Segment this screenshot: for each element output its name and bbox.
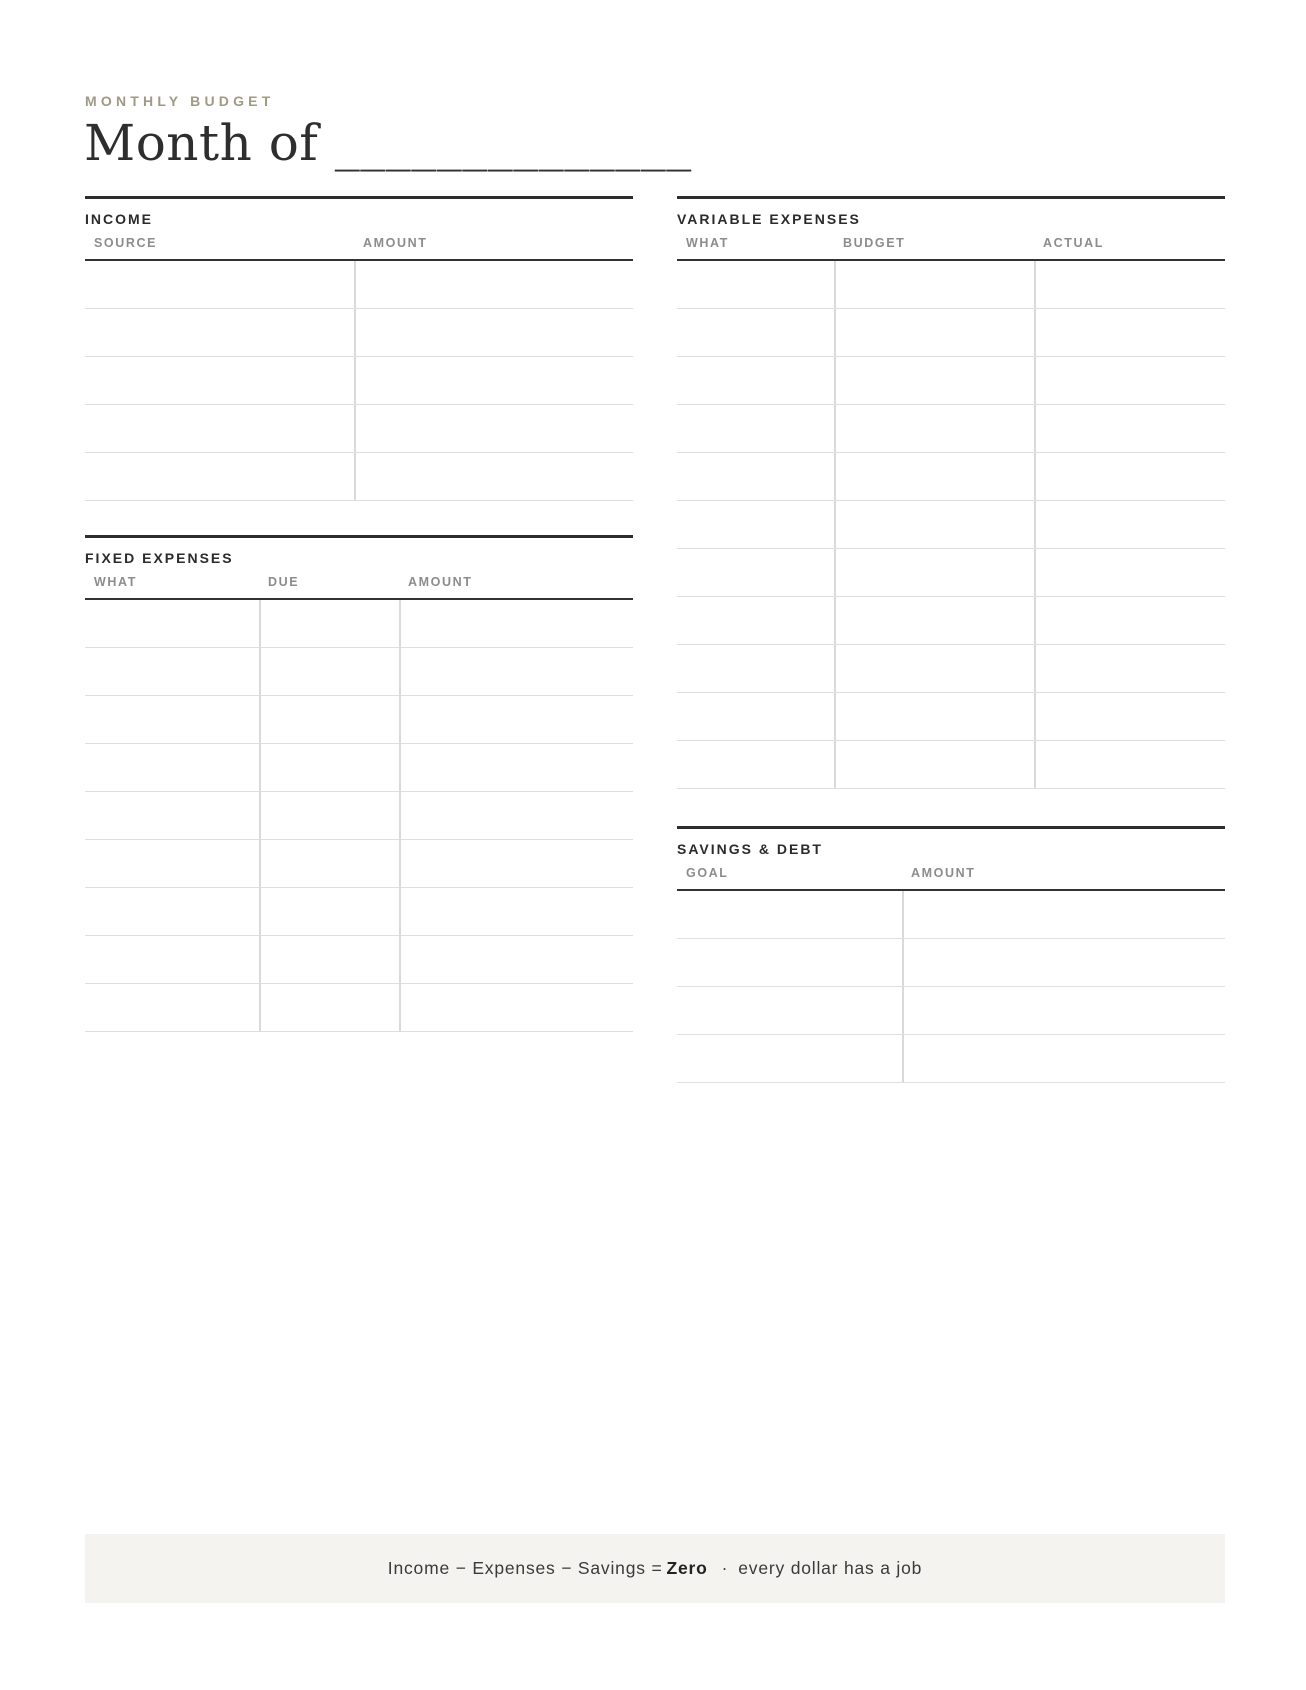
column-divider [1034, 741, 1036, 788]
cell-budget[interactable] [834, 597, 1034, 644]
column-divider [834, 405, 836, 452]
column-divider [399, 648, 401, 695]
section-rule [85, 535, 633, 538]
cell-amount[interactable] [399, 936, 633, 983]
cell-what[interactable] [85, 648, 259, 695]
cell-actual[interactable] [1034, 309, 1225, 356]
column-divider [399, 792, 401, 839]
table-row [677, 891, 1225, 939]
table-row [677, 261, 1225, 309]
cell-amount[interactable] [902, 891, 1225, 938]
column-header-amount: AMOUNT [408, 575, 473, 589]
column-header-what: WHAT [686, 236, 729, 250]
column-divider [834, 357, 836, 404]
table-row [85, 309, 633, 357]
cell-due[interactable] [259, 744, 399, 791]
cell-what[interactable] [677, 309, 834, 356]
cell-goal[interactable] [677, 987, 902, 1034]
footer-tagline: every dollar has a job [738, 1558, 923, 1578]
cell-amount[interactable] [399, 744, 633, 791]
column-divider [834, 549, 836, 596]
cell-what[interactable] [677, 357, 834, 404]
cell-what[interactable] [677, 645, 834, 692]
column-divider [354, 309, 356, 356]
cell-source[interactable] [85, 261, 354, 308]
column-header-what: WHAT [94, 575, 137, 589]
column-divider [834, 741, 836, 788]
savings-debt-rows [677, 891, 1225, 1083]
column-divider [399, 840, 401, 887]
cell-budget[interactable] [834, 501, 1034, 548]
cell-source[interactable] [85, 357, 354, 404]
cell-what[interactable] [85, 792, 259, 839]
column-divider [1034, 645, 1036, 692]
column-divider [834, 693, 836, 740]
cell-amount[interactable] [399, 696, 633, 743]
column-divider [834, 261, 836, 308]
table-row [85, 840, 633, 888]
table-row [85, 696, 633, 744]
cell-budget[interactable] [834, 549, 1034, 596]
cell-goal[interactable] [677, 1035, 902, 1082]
table-row [677, 1035, 1225, 1083]
column-divider [1034, 261, 1036, 308]
cell-amount[interactable] [902, 1035, 1225, 1082]
cell-what[interactable] [677, 693, 834, 740]
cell-what[interactable] [85, 888, 259, 935]
cell-goal[interactable] [677, 939, 902, 986]
cell-what[interactable] [85, 696, 259, 743]
table-row [677, 597, 1225, 645]
cell-actual[interactable] [1034, 453, 1225, 500]
column-divider [354, 261, 356, 308]
column-header-source: SOURCE [94, 236, 158, 250]
cell-what[interactable] [85, 600, 259, 647]
fixed-expenses-section [85, 535, 633, 1032]
eyebrow-label: MONTHLY BUDGET [85, 93, 275, 109]
section-rule [677, 826, 1225, 829]
column-divider [399, 696, 401, 743]
cell-due[interactable] [259, 936, 399, 983]
cell-amount[interactable] [399, 648, 633, 695]
section-rule [677, 196, 1225, 199]
column-divider [399, 744, 401, 791]
cell-what[interactable] [85, 840, 259, 887]
income-section [85, 196, 633, 501]
cell-amount[interactable] [354, 309, 633, 356]
cell-source[interactable] [85, 309, 354, 356]
column-header-actual: ACTUAL [1043, 236, 1104, 250]
table-row [677, 693, 1225, 741]
cell-what[interactable] [85, 936, 259, 983]
cell-due[interactable] [259, 840, 399, 887]
table-row [85, 600, 633, 648]
section-title: FIXED EXPENSES [85, 550, 234, 566]
cell-actual[interactable] [1034, 549, 1225, 596]
section-title: VARIABLE EXPENSES [677, 211, 861, 227]
cell-budget[interactable] [834, 741, 1034, 788]
table-row [677, 987, 1225, 1035]
column-divider [259, 648, 261, 695]
column-divider [259, 696, 261, 743]
cell-actual[interactable] [1034, 405, 1225, 452]
cell-due[interactable] [259, 792, 399, 839]
cell-amount[interactable] [354, 405, 633, 452]
cell-amount[interactable] [399, 840, 633, 887]
section-title: INCOME [85, 211, 153, 227]
column-divider [1034, 693, 1036, 740]
cell-amount[interactable] [399, 984, 633, 1031]
footer-banner [85, 1534, 1225, 1603]
column-header-amount: AMOUNT [911, 866, 976, 880]
table-row [85, 984, 633, 1032]
variable-expenses-section [677, 196, 1225, 789]
cell-what[interactable] [677, 549, 834, 596]
column-divider [1034, 405, 1036, 452]
table-row [677, 549, 1225, 597]
cell-actual[interactable] [1034, 741, 1225, 788]
variable-expenses-rows [677, 261, 1225, 789]
column-divider [834, 645, 836, 692]
column-divider [834, 597, 836, 644]
cell-budget[interactable] [834, 309, 1034, 356]
table-row [85, 744, 633, 792]
cell-amount[interactable] [399, 600, 633, 647]
cell-amount[interactable] [354, 261, 633, 308]
column-divider [399, 936, 401, 983]
column-divider [354, 405, 356, 452]
section-title: SAVINGS & DEBT [677, 841, 823, 857]
column-divider [259, 888, 261, 935]
cell-due[interactable] [259, 600, 399, 647]
cell-budget[interactable] [834, 453, 1034, 500]
column-divider [259, 936, 261, 983]
footer-formula: Income − Expenses − Savings = [387, 1558, 663, 1578]
table-row [85, 453, 633, 501]
column-divider [902, 1035, 904, 1082]
column-divider [354, 453, 356, 500]
savings-debt-section [677, 826, 1225, 1083]
table-header [677, 857, 1225, 891]
cell-what[interactable] [677, 501, 834, 548]
table-row [677, 939, 1225, 987]
cell-due[interactable] [259, 696, 399, 743]
column-divider [902, 939, 904, 986]
table-row [677, 309, 1225, 357]
cell-due[interactable] [259, 648, 399, 695]
table-header [85, 566, 633, 600]
cell-what[interactable] [677, 453, 834, 500]
table-header [677, 227, 1225, 261]
cell-actual[interactable] [1034, 261, 1225, 308]
cell-what[interactable] [677, 261, 834, 308]
column-divider [834, 309, 836, 356]
column-divider [354, 357, 356, 404]
table-row [677, 741, 1225, 789]
cell-actual[interactable] [1034, 357, 1225, 404]
table-row [85, 405, 633, 453]
cell-what[interactable] [85, 744, 259, 791]
page-title: Month of ______________ [84, 114, 692, 172]
column-divider [259, 984, 261, 1031]
column-divider [902, 891, 904, 938]
cell-amount[interactable] [354, 357, 633, 404]
column-divider [399, 888, 401, 935]
column-divider [259, 840, 261, 887]
cell-budget[interactable] [834, 645, 1034, 692]
cell-what[interactable] [677, 405, 834, 452]
cell-budget[interactable] [834, 261, 1034, 308]
cell-actual[interactable] [1034, 597, 1225, 644]
column-header-goal: GOAL [686, 866, 729, 880]
column-divider [1034, 309, 1036, 356]
income-rows [85, 261, 633, 501]
column-header-amount: AMOUNT [363, 236, 428, 250]
table-header [85, 227, 633, 261]
column-divider [834, 453, 836, 500]
cell-source[interactable] [85, 453, 354, 500]
cell-actual[interactable] [1034, 645, 1225, 692]
table-row [85, 357, 633, 405]
table-row [677, 453, 1225, 501]
table-row [85, 888, 633, 936]
column-divider [902, 987, 904, 1034]
cell-actual[interactable] [1034, 693, 1225, 740]
column-divider [259, 744, 261, 791]
cell-amount[interactable] [902, 987, 1225, 1034]
table-row [677, 501, 1225, 549]
column-divider [259, 792, 261, 839]
table-row [85, 261, 633, 309]
cell-due[interactable] [259, 984, 399, 1031]
cell-due[interactable] [259, 888, 399, 935]
table-row [85, 936, 633, 984]
column-header-budget: BUDGET [843, 236, 906, 250]
table-row [85, 792, 633, 840]
table-row [677, 357, 1225, 405]
footer-emphasis: Zero [666, 1558, 708, 1578]
column-divider [1034, 357, 1036, 404]
cell-budget[interactable] [834, 357, 1034, 404]
column-divider [1034, 501, 1036, 548]
cell-amount[interactable] [399, 888, 633, 935]
cell-amount[interactable] [902, 939, 1225, 986]
cell-amount[interactable] [354, 453, 633, 500]
section-rule [85, 196, 633, 199]
table-row [85, 648, 633, 696]
table-row [677, 405, 1225, 453]
cell-goal[interactable] [677, 891, 902, 938]
column-divider [834, 501, 836, 548]
cell-what[interactable] [677, 741, 834, 788]
column-header-due: DUE [268, 575, 300, 589]
cell-source[interactable] [85, 405, 354, 452]
cell-what[interactable] [85, 984, 259, 1031]
cell-budget[interactable] [834, 405, 1034, 452]
cell-what[interactable] [677, 597, 834, 644]
column-divider [1034, 597, 1036, 644]
fixed-expenses-rows [85, 600, 633, 1032]
column-divider [1034, 453, 1036, 500]
cell-amount[interactable] [399, 792, 633, 839]
footer-separator: · [721, 1558, 729, 1578]
column-divider [1034, 549, 1036, 596]
column-divider [259, 600, 261, 647]
cell-budget[interactable] [834, 693, 1034, 740]
table-row [677, 645, 1225, 693]
column-divider [399, 984, 401, 1031]
cell-actual[interactable] [1034, 501, 1225, 548]
column-divider [399, 600, 401, 647]
